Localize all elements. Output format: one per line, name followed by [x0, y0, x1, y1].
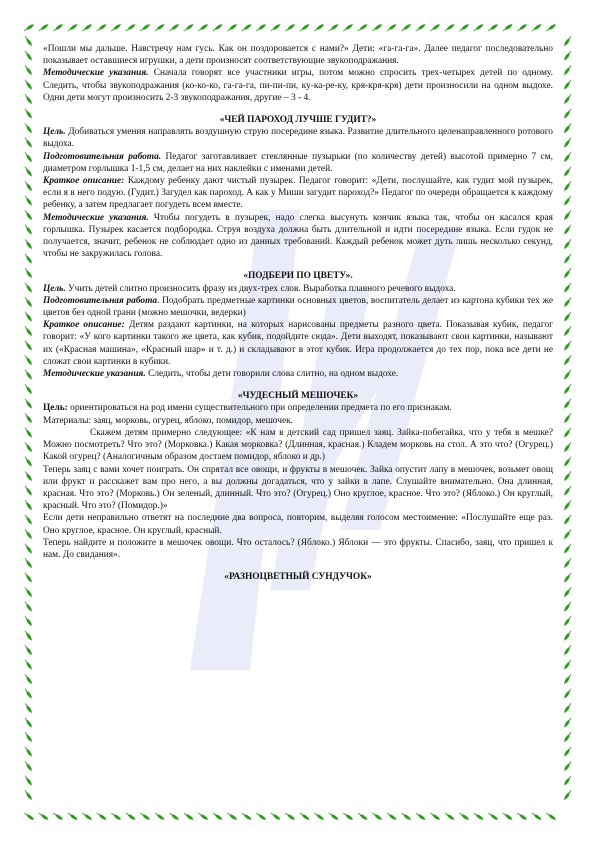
text: ориентироваться на род имени существительного при определении предмета по его признакам.: [67, 403, 452, 414]
label: Подготовительная работа: [43, 295, 158, 306]
border-leaf: [183, 23, 195, 33]
border-leaf: [563, 50, 573, 62]
border-leaf: [38, 23, 50, 33]
prep-paragraph: [43, 295, 553, 319]
border-leaf: [563, 572, 573, 584]
border-leaf: [563, 151, 573, 163]
border-leaf: [563, 369, 573, 381]
border-leaf: [255, 23, 267, 33]
border-leaf: [24, 456, 34, 468]
border-leaf: [24, 267, 34, 279]
border-leaf: [563, 775, 573, 787]
border-leaf: [328, 812, 340, 822]
border-leaf: [563, 557, 573, 569]
document-body: [43, 43, 553, 583]
method-paragraph-1: [43, 67, 553, 104]
border-leaf: [81, 23, 93, 33]
label: Методические указания.: [43, 68, 149, 79]
border-leaf: [24, 557, 34, 569]
section-title-color: «ПОДБЕРИ ПО ЦВЕТУ».: [243, 271, 353, 282]
border-leaf: [24, 93, 34, 105]
border-leaf: [24, 731, 34, 743]
label: Цель.: [43, 283, 66, 294]
border-leaf: [139, 812, 151, 822]
border-leaf: [24, 122, 34, 134]
body-paragraph: Теперь найдите и положите в мешочек овощи. Что осталось? (Яблоко.) Яблоки — это фрукты. Спасибо, заяц, что пришел к нам. До свидания».: [43, 537, 553, 560]
border-leaf: [24, 64, 34, 76]
border-leaf: [24, 35, 34, 47]
border-leaf: [24, 514, 34, 526]
border-leaf: [563, 296, 573, 308]
border-leaf: [24, 311, 34, 323]
border-leaf: [241, 812, 253, 822]
border-leaf: [563, 325, 573, 337]
border-leaf: [24, 340, 34, 352]
border-leaf: [270, 23, 282, 33]
border-leaf: [241, 23, 253, 33]
text: Сначала говорят все участники игры, потом можно спросить трех-четырех детей по одному. Следить, чтобы звукоподражания (ко-ко-ко, га-га-га, пи-пи-пи, ку-ка-ре-ку, кря-кря-кря) дети произносили на одном выдохе. Одни дети могут произносить 2-3 звукоподражания, другие – 3 - 4.: [43, 68, 553, 103]
border-leaf: [342, 812, 354, 822]
border-leaf: [52, 812, 64, 822]
border-leaf: [212, 812, 224, 822]
border-leaf: [563, 79, 573, 91]
border-leaf: [24, 630, 34, 642]
prep-paragraph: [43, 151, 553, 175]
border-leaf: [563, 514, 573, 526]
border-leaf: [24, 151, 34, 163]
border-leaf: [24, 296, 34, 308]
border-leaf: [429, 23, 441, 33]
border-leaf: [24, 398, 34, 410]
description-paragraph: [43, 175, 553, 212]
border-leaf: [563, 398, 573, 410]
materials-paragraph: Материалы: заяц, морковь, огурец, яблоко, помидор, мешочек.: [43, 415, 294, 426]
border-leaf: [563, 528, 573, 540]
section-title-chest: «РАЗНОЦВЕТНЫЙ СУНДУЧОК»: [224, 572, 372, 583]
border-leaf: [357, 812, 369, 822]
border-leaf: [563, 746, 573, 758]
border-leaf: [284, 23, 296, 33]
border-leaf: [24, 282, 34, 294]
border-leaf: [563, 93, 573, 105]
border-leaf: [563, 644, 573, 656]
goal-paragraph: [43, 402, 553, 414]
border-leaf: [415, 23, 427, 33]
border-leaf: [24, 369, 34, 381]
border-leaf: [563, 209, 573, 221]
border-leaf: [24, 209, 34, 221]
border-leaf: [386, 812, 398, 822]
border-leaf: [255, 812, 267, 822]
border-leaf: [502, 812, 514, 822]
border-leaf: [563, 499, 573, 511]
border-leaf: [342, 23, 354, 33]
text: Каждому ребенку дают чистый пузырек. Педагог говорит: «Дети, послушайте, как гудит мой пузырек, если я в него подую. (Гудит.) Загудел как пароход. А как у Миши загудит пароход?» Педагог по очереди обращается к каждому ребенку, а затем предлагает погудеть всем вместе.: [43, 176, 553, 211]
border-leaf: [473, 23, 485, 33]
section-title-bag: «ЧУДЕСНЫЙ МЕШОЧЕК»: [237, 391, 359, 402]
border-leaf: [429, 812, 441, 822]
border-leaf: [24, 166, 34, 178]
border-leaf: [24, 180, 34, 192]
border-leaf: [357, 23, 369, 33]
border-leaf: [284, 812, 296, 822]
text: . Подобрать предметные картинки основных цветов, воспитатель делает из картона кубики тех же цветов без одной грани (можно мешочки, ведерки): [43, 295, 553, 319]
border-leaf: [563, 760, 573, 772]
border-leaf: [563, 543, 573, 555]
border-leaf: [563, 630, 573, 642]
border-leaf: [563, 659, 573, 671]
border-leaf: [24, 586, 34, 598]
border-leaf: [67, 23, 79, 33]
method-paragraph: [43, 212, 553, 261]
goal-paragraph: [43, 283, 553, 295]
border-leaf: [168, 812, 180, 822]
border-leaf: [563, 354, 573, 366]
text: Добиваться умения направлять воздушную струю посередине языка. Развитие длительного целенаправленного ротового выдоха.: [43, 127, 553, 150]
border-leaf: [563, 224, 573, 236]
border-leaf: [516, 812, 528, 822]
border-leaf: [24, 789, 34, 801]
border-leaf: [23, 812, 35, 822]
label: Цель.: [43, 127, 66, 138]
border-leaf: [313, 812, 325, 822]
border-leaf: [563, 412, 573, 424]
border-leaf: [531, 812, 543, 822]
border-leaf: [563, 470, 573, 482]
border-leaf: [270, 812, 282, 822]
border-leaf: [545, 23, 557, 33]
border-leaf: [458, 23, 470, 33]
border-leaf: [24, 79, 34, 91]
border-leaf: [110, 23, 122, 33]
border-leaf: [24, 470, 34, 482]
border-leaf: [563, 137, 573, 149]
border-leaf: [24, 441, 34, 453]
border-leaf: [24, 427, 34, 439]
border-leaf: [371, 23, 383, 33]
border-leaf: [24, 717, 34, 729]
border-leaf: [24, 485, 34, 497]
border-leaf: [24, 746, 34, 758]
border-leaf: [96, 23, 108, 33]
border-leaf: [563, 35, 573, 47]
border-leaf: [563, 586, 573, 598]
border-leaf: [563, 282, 573, 294]
label: Краткое описание:: [43, 320, 125, 331]
border-leaf: [563, 731, 573, 743]
body-paragraph: Теперь заяц с вами хочет поиграть. Он спрятал все овощи, и фрукты в мешочек. Зайка опустит лапу в мешочек, возьмет овощ или фрукт и расскажет вам про него, а вы должны догадаться, что у зайки в лапе. Слушайте внимательно. Она длинная, красная. Что это? (Морковь.) Он зеленый, длинный. Что это? (Огурец.) Оно круглое, красное. Что это? (Яблоко.) Он круглый, красный. Что это? (Помидор.)»: [43, 464, 553, 512]
border-leaf: [24, 224, 34, 236]
border-leaf: [328, 23, 340, 33]
border-leaf: [415, 812, 427, 822]
border-leaf: [563, 601, 573, 613]
border-leaf: [563, 615, 573, 627]
border-leaf: [24, 688, 34, 700]
border-leaf: [226, 812, 238, 822]
label: Подготовительная работа.: [43, 151, 162, 162]
border-leaf: [24, 253, 34, 265]
text: Педагог заготавливает стеклянные пузырьки (по количеству детей) высотой примерно 7 см, диаметром горлышка 1-1,5 см, делает на них наклейки с именами детей.: [43, 151, 553, 174]
border-leaf: [487, 812, 499, 822]
border-leaf: [81, 812, 93, 822]
border-leaf: [24, 615, 34, 627]
border-leaf: [563, 702, 573, 714]
border-leaf: [563, 441, 573, 453]
border-leaf: [473, 812, 485, 822]
border-leaf: [24, 499, 34, 511]
border-leaf: [197, 812, 209, 822]
border-leaf: [52, 23, 64, 33]
border-leaf: [24, 354, 34, 366]
label: Методические указания.: [43, 369, 146, 380]
body-paragraph: Скажем детям примерно следующее: «К нам в детский сад пришел заяц. Зайка-побегайка, что у тебя в мешке? Можно посмотреть? Что это? (Морковка.) Какая морковка? (Длинная, красная.) Кладем морковь на стол. А это что? (Огурец.) Какой огурец? (Аналогичным образом достаем помидор, яблоко и др.): [43, 427, 553, 463]
description-paragraph: [43, 319, 553, 368]
border-leaf: [563, 673, 573, 685]
border-leaf: [313, 23, 325, 33]
border-leaf: [24, 543, 34, 555]
method-paragraph: [43, 368, 553, 380]
text: Детям раздают картинки, на которых нарисованы предметы разного цвета. Показывая кубик, педагог говорит: «У кого картинки такого же цвета, как кубик, подойдите сюда». Дети выходят, показывают свои картинки, называют их («Красная машина», «Красный шар» и т. д.) и складывают в этот кубик. Игра продолжается до тех пор, пока все дети не сложат свои картинки в кубики.: [43, 320, 553, 367]
border-leaf: [183, 812, 195, 822]
border-leaf: [24, 195, 34, 207]
border-leaf: [563, 108, 573, 120]
border-leaf: [24, 659, 34, 671]
label: Краткое описание:: [43, 176, 125, 187]
border-leaf: [24, 383, 34, 395]
border-leaf: [24, 702, 34, 714]
border-leaf: [563, 253, 573, 265]
goal-paragraph: [43, 126, 553, 150]
border-leaf: [563, 485, 573, 497]
label: Методические указания.: [43, 212, 149, 223]
border-leaf: [168, 23, 180, 33]
text: Чтобы погудеть в пузырек, надо слегка высунуть кончик языка так, чтобы он касался края горлышка. Пузырек касается подбородка. Струя воздуха должна быть длительной и идти посередине языка. Если гудок не получается, значит, ребенок не соблюдает одно из данных требований. Каждый ребенок может дуть лишь несколько секунд, чтобы не закружилась голова.: [43, 212, 553, 260]
border-leaf: [154, 23, 166, 33]
border-leaf: [386, 23, 398, 33]
border-leaf: [24, 644, 34, 656]
border-leaf: [139, 23, 151, 33]
border-leaf: [226, 23, 238, 33]
border-leaf: [154, 812, 166, 822]
border-leaf: [110, 812, 122, 822]
border-leaf: [24, 775, 34, 787]
border-leaf: [24, 601, 34, 613]
border-leaf: [125, 23, 137, 33]
border-leaf: [299, 23, 311, 33]
border-leaf: [563, 166, 573, 178]
border-leaf: [197, 23, 209, 33]
label: Цель:: [43, 403, 68, 414]
section-title-steamboat: «ЧЕЙ ПАРОХОД ЛУЧШЕ ГУДИТ?»: [219, 115, 377, 126]
border-leaf: [24, 50, 34, 62]
border-leaf: [299, 812, 311, 822]
border-leaf: [563, 383, 573, 395]
border-leaf: [458, 812, 470, 822]
body-paragraph: Если дети неправильно ответят на последние два вопроса, повторим, выделяя голосом местоимение: «Послушайте еще раз. Оно круглое, красное. Он круглый, красный.: [43, 513, 553, 536]
border-leaf: [563, 427, 573, 439]
border-leaf: [24, 108, 34, 120]
border-leaf: [563, 789, 573, 801]
border-leaf: [516, 23, 528, 33]
border-leaf: [400, 812, 412, 822]
border-leaf: [24, 673, 34, 685]
border-leaf: [96, 812, 108, 822]
border-leaf: [38, 812, 50, 822]
border-leaf: [545, 812, 557, 822]
border-leaf: [444, 23, 456, 33]
border-leaf: [23, 23, 35, 33]
border-leaf: [563, 180, 573, 192]
border-leaf: [371, 812, 383, 822]
border-leaf: [531, 23, 543, 33]
border-leaf: [24, 572, 34, 584]
border-leaf: [24, 137, 34, 149]
border-leaf: [563, 122, 573, 134]
border-leaf: [24, 412, 34, 424]
border-leaf: [67, 812, 79, 822]
text: Следить, чтобы дети говорили слова слитно, на одном выдохе.: [145, 369, 399, 380]
intro-paragraph: «Пошли мы дальше. Навстречу нам гусь. Как он поздоровается с нами?» Дети: «га-га-га». Далее педагог последовательно показывает оставшиеся игрушки, а дети произносят соответствующие звукоподражания.: [43, 44, 553, 67]
border-leaf: [24, 760, 34, 772]
text: Учить детей слитно произносить фразу из двух-трех слов. Выработка плавного речевого выдоха.: [65, 283, 456, 294]
border-leaf: [24, 238, 34, 250]
border-leaf: [212, 23, 224, 33]
border-leaf: [24, 325, 34, 337]
border-leaf: [563, 340, 573, 352]
border-leaf: [487, 23, 499, 33]
border-leaf: [400, 23, 412, 33]
border-leaf: [563, 267, 573, 279]
border-leaf: [444, 812, 456, 822]
border-leaf: [502, 23, 514, 33]
border-leaf: [563, 64, 573, 76]
border-leaf: [125, 812, 137, 822]
border-leaf: [563, 311, 573, 323]
border-leaf: [563, 717, 573, 729]
border-leaf: [563, 456, 573, 468]
border-leaf: [563, 688, 573, 700]
border-leaf: [563, 238, 573, 250]
border-leaf: [563, 195, 573, 207]
border-leaf: [24, 528, 34, 540]
